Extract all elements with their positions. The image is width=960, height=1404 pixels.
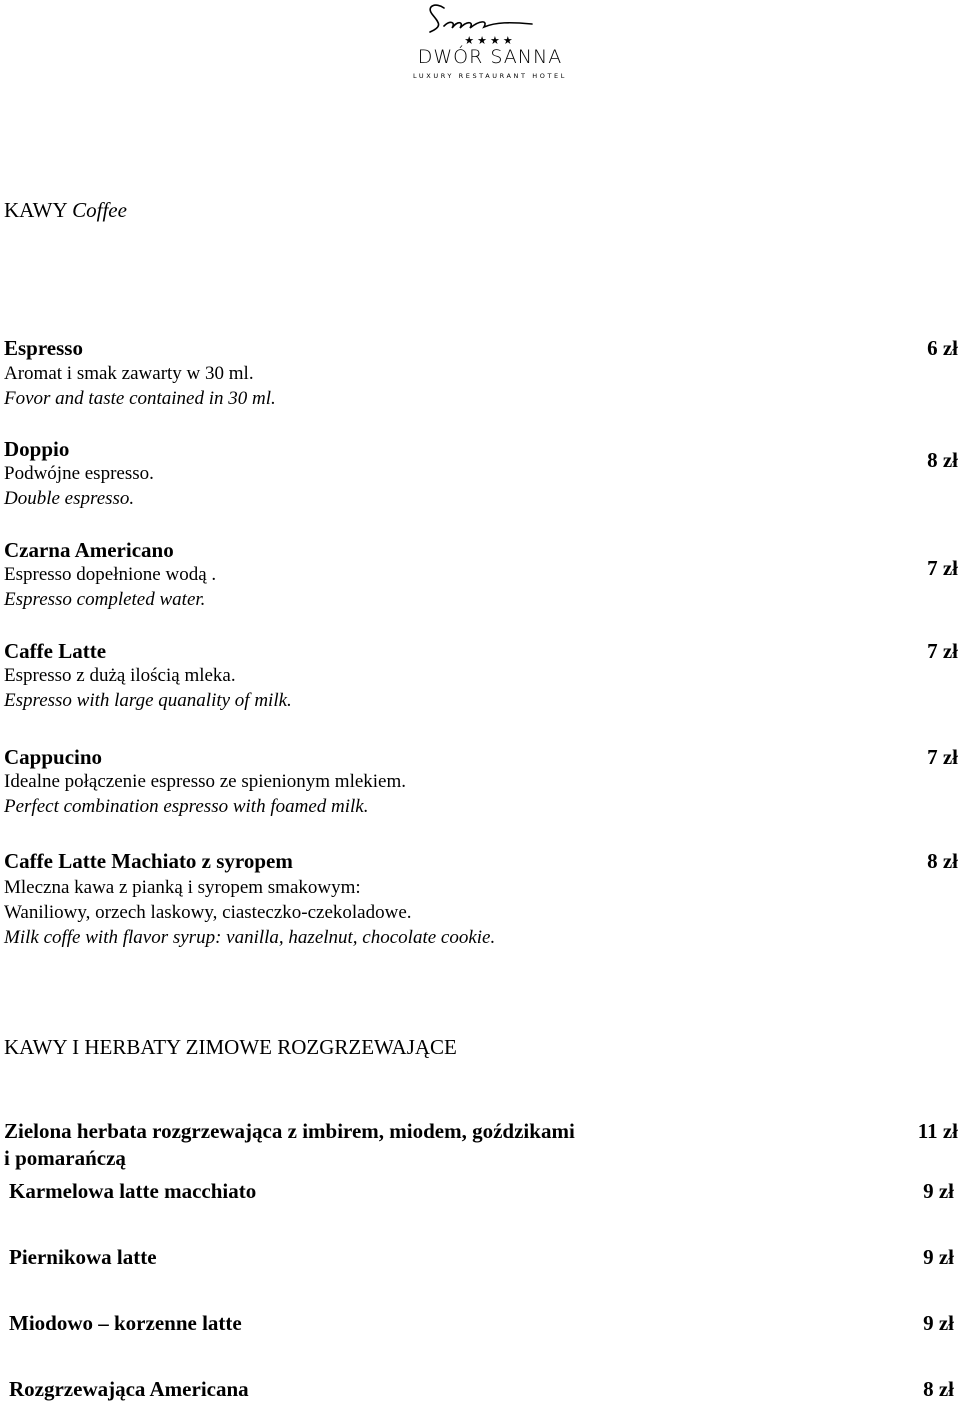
item-desc-en-cappucino: Perfect combination espresso with foamed milk. <box>4 796 369 817</box>
item-desc-en-americano: Espresso completed water. <box>4 589 206 610</box>
item-desc-pl-caffe-latte: Espresso z dużą ilością mleka. <box>4 665 236 686</box>
item-price-doppio: 8 zł <box>927 448 958 472</box>
item-desc-en-caffe-latte: Espresso with large quanality of milk. <box>4 690 292 711</box>
item-name-warming-americana: Rozgrzewająca Americana <box>9 1377 249 1401</box>
item-name-gingerbread-latte: Piernikowa latte <box>9 1245 157 1269</box>
item-price-latte-machiato-syrup: 8 zł <box>927 849 958 873</box>
item-name-doppio: Doppio <box>4 437 70 461</box>
winter-section-title: KAWY I HERBATY ZIMOWE ROZGRZEWAJĄCE <box>4 1035 457 1059</box>
item-name-espresso: Espresso <box>4 336 83 360</box>
item-desc-pl-doppio: Podwójne espresso. <box>4 463 154 484</box>
logo-name: DWÓR SANNA <box>417 46 563 68</box>
logo-stars: ★★★★ <box>464 34 516 47</box>
item-desc-pl-cappucino: Idealne połączenie espresso ze spienionym mlekiem. <box>4 771 407 792</box>
item-name-caffe-latte: Caffe Latte <box>4 639 107 663</box>
item-price-warming-americana: 8 zł <box>923 1377 954 1401</box>
item-name-green-tea: Zielona herbata rozgrzewająca z imbirem, miodem, goździkami <box>4 1119 575 1143</box>
item-price-espresso: 6 zł <box>927 336 958 360</box>
coffee-section-title: KAWY Coffee <box>4 198 127 222</box>
item-name2-green-tea: i pomarańczą <box>4 1146 126 1170</box>
item-price-honey-spice-latte: 9 zł <box>923 1311 954 1335</box>
item-name-cappucino: Cappucino <box>4 745 103 769</box>
logo <box>400 0 580 85</box>
item-desc-en-doppio: Double espresso. <box>4 488 135 509</box>
item-desc-pl2-latte-machiato-syrup: Waniliowy, orzech laskowy, ciasteczko-czekoladowe. <box>4 902 412 923</box>
item-price-caffe-latte: 7 zł <box>927 639 958 663</box>
item-desc-pl-espresso: Aromat i smak zawarty w 30 ml. <box>4 363 254 384</box>
item-price-green-tea: 11 zł <box>917 1119 958 1143</box>
item-price-americano: 7 zł <box>927 556 958 580</box>
logo-subtitle: LUXURY RESTAURANT HOTEL <box>413 72 567 80</box>
item-name-honey-spice-latte: Miodowo – korzenne latte <box>9 1311 242 1335</box>
item-price-caramel-latte: 9 zł <box>923 1179 954 1203</box>
item-desc-en-espresso: Fovor and taste contained in 30 ml. <box>4 388 276 409</box>
item-name-caramel-latte: Karmelowa latte macchiato <box>9 1179 257 1203</box>
item-desc-pl-americano: Espresso dopełnione wodą . <box>4 564 217 585</box>
item-name-americano: Czarna Americano <box>4 538 174 562</box>
item-desc-en-latte-machiato-syrup: Milk coffe with flavor syrup: vanilla, hazelnut, chocolate cookie. <box>4 927 496 948</box>
item-price-gingerbread-latte: 9 zł <box>923 1245 954 1269</box>
item-name-latte-machiato-syrup: Caffe Latte Machiato z syropem <box>4 849 293 873</box>
item-price-cappucino: 7 zł <box>927 745 958 769</box>
item-desc-pl-latte-machiato-syrup: Mleczna kawa z pianką i syropem smakowym: <box>4 877 361 898</box>
